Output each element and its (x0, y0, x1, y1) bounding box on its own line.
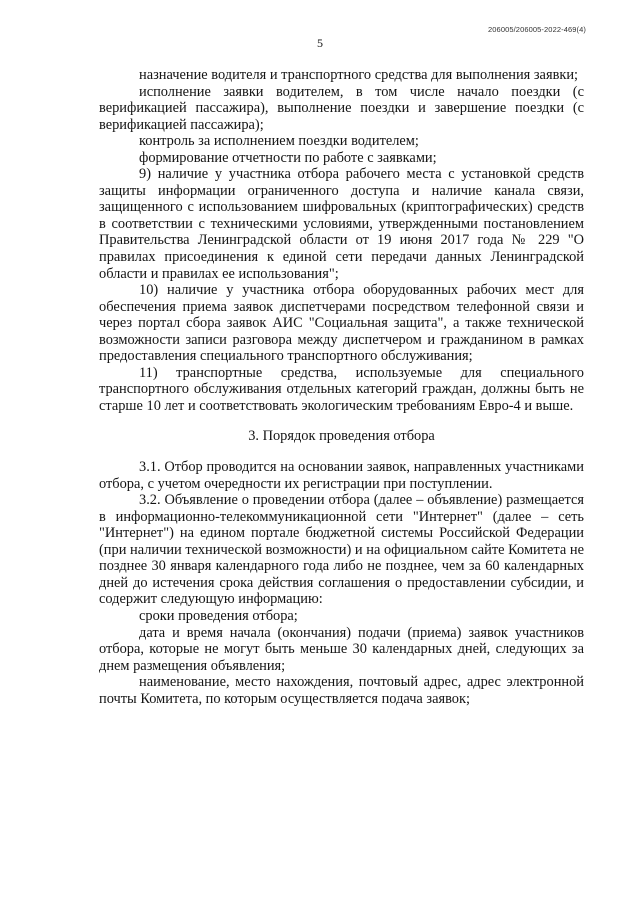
section-heading: 3. Порядок проведения отбора (248, 428, 435, 445)
paragraph: 3.2. Объявление о проведении отбора (далее – объявление) размещается в информационно-телекоммуникационной сети "Интернет" (далее – сеть "Интернет") на едином портале бюджетной системы Российской Федерации (при наличии технической возможности) и на официальном сайте Комитета не позднее 30 января календарного года либо не позднее, чем за 60 календарных дней до истечения срока действия соглашения о предоставлении субсидии, и содержит следующую информацию: (99, 492, 584, 608)
paragraph: назначение водителя и транспортного средства для выполнения заявки; (139, 67, 579, 83)
paragraph: формирование отчетности по работе с заявками; (139, 149, 437, 166)
page-number: 5 (317, 36, 323, 50)
paragraph: наименование, место нахождения, почтовый адрес, адрес электронной почты Комитета, по которым осуществляется подача заявок; (99, 674, 584, 707)
document-body (99, 67, 584, 707)
paragraph: 10) наличие у участника отбора оборудованных рабочих мест для обеспечения приема заявок диспетчерами посредством телефонной связи и через портал сбора заявок АИС "Социальная защита", а также технической возможности записи разговора между диспетчером и гражданином в рамках предоставления специального транспортного обслуживания; (99, 282, 584, 365)
paragraph: 3.1. Отбор проводится на основании заявок, направленных участниками отбора, с учетом очередности их регистрации при поступлении. (99, 459, 584, 492)
paragraph: 9) наличие у участника отбора рабочего места с установкой средств защиты информации ограниченного доступа и наличие канала связи, защищенного с использованием шифровальных (криптографических) средств в соответствии с техническими условиями, утвержденными постановлением Правительства Ленинградской области от 19 июня 2017 года № 229 "О правилах присоединения к единой сети передачи данных Ленинградской области и правилах ее использования"; (99, 166, 584, 282)
paragraph: контроль за исполнением поездки водителем; (139, 133, 419, 150)
paragraph: исполнение заявки водителем, в том числе начало поездки (с верификацией пассажира), выполнение поездки и завершение поездки (с верификацией пассажира); (99, 83, 584, 133)
paragraph: дата и время начала (окончания) подачи (приема) заявок участников отбора, которые не могут быть меньше 30 календарных дней, следующих за днем размещения объявления; (99, 624, 584, 674)
paragraph: сроки проведения отбора; (139, 607, 298, 624)
document-id: 206005/206005-2022-469(4) (488, 25, 586, 34)
paragraph: 11) транспортные средства, используемые для специального транспортного обслуживания отдельных категорий граждан, должны быть не старше 10 лет и соответствовать экологическим требованиям Евро-4 и выше. (99, 364, 584, 414)
